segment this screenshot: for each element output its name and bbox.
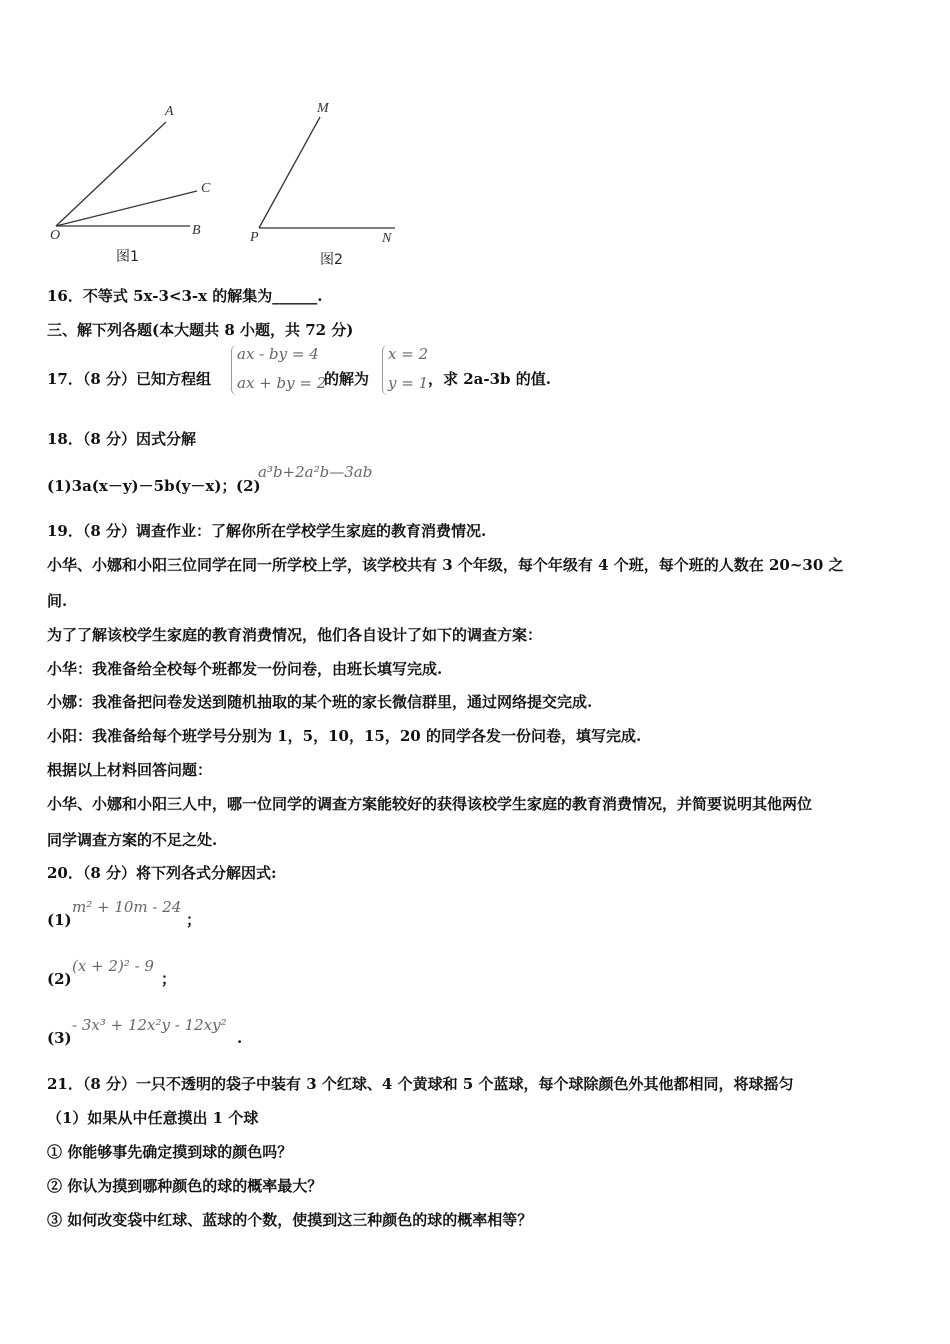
solution-y: y = 1 — [388, 374, 429, 392]
ray-oc — [56, 191, 197, 226]
question-17-middle: 的解为 — [324, 370, 370, 388]
question-20-part-3-end: . — [237, 1029, 243, 1047]
question-21-item-1: ① 你能够事先确定摸到球的颜色吗？ — [47, 1143, 293, 1161]
question-21-sub-1: （1）如果从中任意摸出 1 个球 — [47, 1109, 259, 1127]
label-p: P — [250, 230, 259, 245]
figure-1-caption: 图1 — [116, 249, 139, 265]
label-b: B — [192, 223, 201, 238]
question-20-part-3-label: (3) — [47, 1029, 72, 1047]
question-19-para-2: 为了了解该校学生家庭的教育消费情况，他们各自设计了如下的调查方案： — [47, 626, 543, 644]
question-19-plan-xiaona: 小娜：我准备把问卷发送到随机抽取的某个班的家长微信群里，通过网络提交完成. — [47, 693, 593, 711]
label-n: N — [382, 231, 392, 246]
question-19-plan-xiaoyang: 小阳：我准备给每个班学号分别为 1，5，10，15，20 的同学各发一份问卷，填写完成. — [47, 727, 642, 745]
equation-2: ax + by = 2 — [237, 374, 327, 392]
figure-2-caption: 图2 — [320, 252, 343, 268]
question-16: 16．不等式 5x-3<3-x 的解集为______. — [47, 287, 323, 305]
question-19-prompt: 根据以上材料回答问题： — [47, 761, 213, 779]
figure-2 — [250, 95, 410, 275]
question-20-part-2-end: ； — [161, 970, 177, 988]
question-18-title: 18．（8 分）因式分解 — [47, 430, 197, 448]
ray-oa — [56, 122, 166, 226]
solution-x: x = 2 — [388, 345, 429, 363]
question-20-part-1-end: ； — [186, 911, 202, 929]
question-19-title: 19．（8 分）调查作业：了解你所在学校学生家庭的教育消费情况. — [47, 522, 487, 540]
question-19-para-7b: 同学调查方案的不足之处. — [47, 831, 218, 849]
question-19-para-1a: 小华、小娜和小阳三位同学在同一所学校上学，该学校共有 3 个年级，每个年级有 4 个班，每个班的人数在 20~30 之 — [47, 556, 844, 574]
question-18-part-2-expr: a³b+2a²b—3ab — [258, 463, 373, 481]
label-c: C — [201, 181, 211, 196]
question-21-item-3: ③ 如何改变袋中红球、蓝球的个数，使摸到这三种颜色的球的概率相等？ — [47, 1211, 533, 1229]
question-19-para-7a: 小华、小娜和小阳三人中，哪一位同学的调查方案能较好的获得该校学生家庭的教育消费情况，并简要说明其他两位 — [47, 795, 813, 813]
question-18-part-2-label: (2) — [236, 477, 261, 495]
question-17-prefix: 17．（8 分）已知方程组 — [47, 370, 212, 388]
question-17-suffix: ，求 2a-3b 的值. — [428, 370, 551, 388]
question-20-part-3-expr: - 3x³ + 12x²y - 12xy² — [72, 1016, 227, 1034]
question-21-item-2: ② 你认为摸到哪种颜色的球的概率最大？ — [47, 1177, 323, 1195]
ray-pm — [259, 117, 320, 228]
label-a: A — [165, 104, 174, 119]
question-20-part-1-label: (1) — [47, 911, 72, 929]
question-20-part-1-expr: m² + 10m - 24 — [72, 898, 182, 916]
label-m: M — [317, 101, 329, 116]
label-o: O — [50, 228, 61, 243]
question-18-part-1: (1)3a(x－y)－5b(y－x)； — [47, 477, 237, 495]
question-20-part-2-expr: (x + 2)² - 9 — [72, 957, 154, 975]
section-3-heading: 三、解下列各题(本大题共 8 小题，共 72 分) — [47, 321, 354, 339]
question-20-part-2-label: (2) — [47, 970, 72, 988]
question-19-plan-xiaohua: 小华：我准备给全校每个班都发一份问卷，由班长填写完成. — [47, 660, 443, 678]
equation-1: ax - by = 4 — [237, 345, 319, 363]
question-20-title: 20．（8 分）将下列各式分解因式: — [47, 864, 277, 882]
question-21-title: 21．（8 分）一只不透明的袋子中装有 3 个红球、4 个黄球和 5 个蓝球，每个球除颜色外其他都相同，将球摇匀 — [47, 1075, 794, 1093]
question-19-para-1b: 间. — [47, 592, 68, 610]
